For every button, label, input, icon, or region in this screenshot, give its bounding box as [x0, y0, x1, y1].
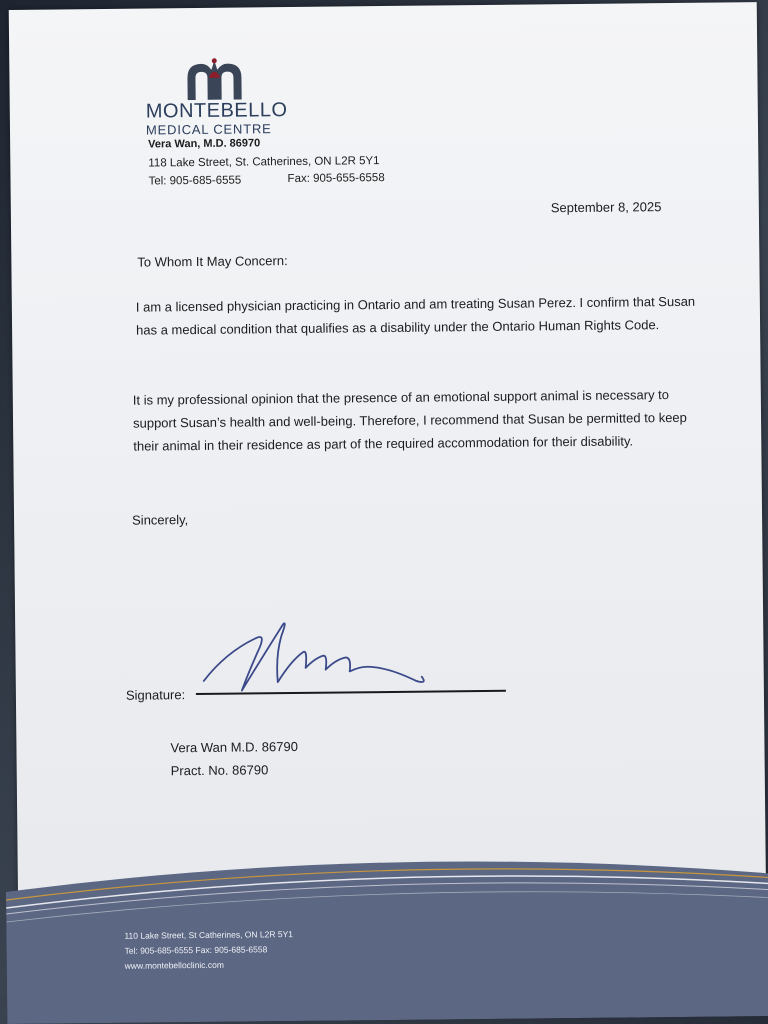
- signer-name: Vera Wan M.D. 86790: [170, 738, 298, 756]
- clinic-name: MONTEBELLO: [145, 99, 288, 123]
- letter-page: [9, 2, 768, 1020]
- signature-label: Signature:: [125, 687, 186, 703]
- handwritten-signature: [195, 611, 436, 696]
- letter-date: September 8, 2025: [550, 199, 662, 216]
- salutation: To Whom It May Concern:: [137, 253, 288, 270]
- footer-contact: Tel: 905-685-6555 Fax: 905-685-6558: [124, 944, 268, 956]
- clinic-subtitle: MEDICAL CENTRE: [145, 121, 272, 138]
- footer-address: 110 Lake Street, St Catherines, ON L2R 5Y1: [124, 929, 294, 941]
- body-paragraph: It is my professional opinion that the presence of an emotional support animal is necessary to support Susan’s health and well-being. Therefore, I recommend that Susan be permitted to keep their animal in their residence as part of the required accommodation for their disability.: [132, 387, 687, 454]
- footer-band: [6, 844, 768, 1024]
- signer-practice-number: Pract. No. 86790: [170, 762, 269, 779]
- montebello-emblem-icon: [185, 55, 243, 100]
- closing: Sincerely,: [132, 512, 189, 528]
- clinic-logo: [145, 51, 296, 143]
- footer-website: www.montebelloclinic.com: [124, 959, 224, 971]
- letterhead-tel: Tel: 905-685-6555: [148, 174, 242, 188]
- letterhead-address: 118 Lake Street, St. Catherines, ON L2R 5Y1: [148, 155, 380, 170]
- body-paragraph: I am a licensed physician practicing in Ontario and am treating Susan Perez. I confirm that Susan has a medical condition that qualifies as a disability under the Ontario Human Rights Code.: [135, 293, 696, 338]
- letterhead-doctor: Vera Wan, M.D. 86970: [148, 137, 261, 151]
- letterhead-fax: Fax: 905-655-6558: [287, 172, 385, 186]
